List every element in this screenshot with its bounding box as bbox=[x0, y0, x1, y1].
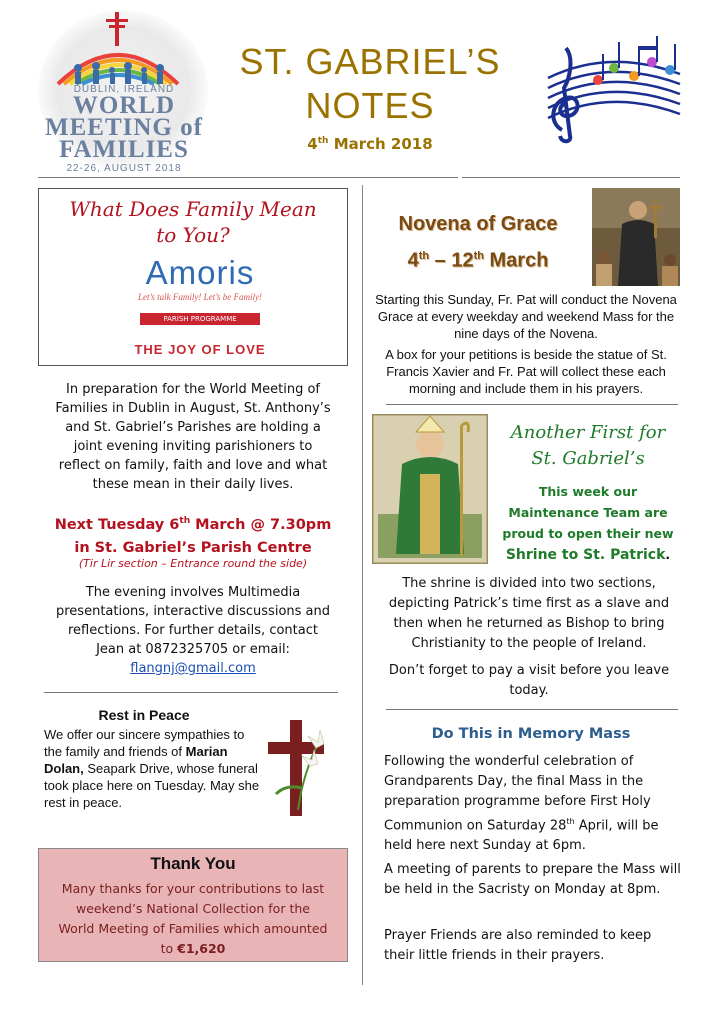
details-line: Jean at 0872325705 or email: bbox=[96, 642, 290, 657]
parish-programme-band: PARISH PROGRAMME bbox=[140, 313, 260, 325]
logo-line2: MEETING of bbox=[45, 114, 203, 141]
novena-end-suffix: th bbox=[473, 250, 484, 262]
family-question-line1: What Does Family Mean bbox=[69, 197, 317, 221]
left-divider bbox=[44, 692, 338, 693]
shrine-line2: Maintenance Team are bbox=[508, 505, 668, 520]
details-line: The evening involves Multimedia bbox=[85, 585, 301, 600]
event-time: March @ 7.30pm bbox=[190, 516, 332, 533]
intro-line: these mean in their daily lives. bbox=[92, 477, 294, 492]
shrine-line3: proud to open their new bbox=[502, 526, 674, 541]
rip-title: Rest in Peace bbox=[98, 707, 190, 723]
amoris-tagline: Let’s talk Family! Let’s be Family! bbox=[138, 292, 262, 302]
details-line: reflections. For further details, contact bbox=[68, 623, 318, 638]
shrine-line1: This week our bbox=[538, 484, 638, 499]
do-this-para1 bbox=[384, 752, 684, 856]
event-details bbox=[40, 583, 346, 678]
novena-title bbox=[368, 208, 588, 277]
shrine-para1: The shrine is divided into two sections, depicting Patrick’s time first as a slave and then when he returned as Bishop to bring Christianity to the people of Ireland. bbox=[388, 576, 670, 651]
thanks-title: Thank You bbox=[150, 854, 236, 873]
intro-line: and St. Gabriel’s Parishes are holding a bbox=[65, 420, 321, 435]
do-this-para2: A meeting of parents to prepare the Mass will be held in the Sacristy on Monday at 8pm. bbox=[384, 862, 681, 897]
event-note: (Tir Lir section – Entrance round the side) bbox=[78, 557, 308, 570]
novena-start-suffix: th bbox=[418, 250, 430, 262]
right-divider-2 bbox=[386, 709, 678, 710]
do-this-para3: Prayer Friends are also reminded to keep their little friends in their prayers. bbox=[384, 928, 652, 963]
music-notes-icon bbox=[540, 18, 685, 148]
collection-amount: €1,620 bbox=[177, 941, 226, 956]
event-heading bbox=[36, 510, 350, 560]
thanks-amount-line bbox=[44, 939, 342, 959]
event-line1 bbox=[36, 510, 350, 537]
shrine-announcement bbox=[490, 481, 686, 566]
details-line: presentations, interactive discussions and bbox=[56, 604, 330, 619]
issue-date bbox=[220, 135, 520, 153]
intro-line: joint evening inviting parishioners to bbox=[73, 439, 313, 454]
cross-lily-icon bbox=[262, 718, 328, 818]
novena-start: 4 bbox=[407, 249, 419, 272]
joy-of-love: THE JOY OF LOVE bbox=[134, 342, 266, 357]
rip-name: Marian Dolan, bbox=[44, 744, 228, 776]
date-rest: March 2018 bbox=[333, 135, 433, 153]
first-title-line2: St. Gabriel’s bbox=[531, 448, 645, 469]
shrine-line4 bbox=[490, 544, 686, 566]
wmof-logo-text bbox=[40, 84, 208, 174]
logo-line3: FAMILIES bbox=[59, 136, 189, 163]
date-suffix: th bbox=[317, 136, 329, 146]
family-question bbox=[40, 196, 346, 248]
para1-pre: Following the wonderful celebration of Grandparents Day, the final Mass in the preparation programme before First Holy Communion on Saturday 28 bbox=[384, 754, 651, 834]
first-title-line1: Another First for bbox=[510, 422, 666, 443]
event-date: Next Tuesday 6 bbox=[54, 516, 180, 533]
intro-line: In preparation for the World Meeting of bbox=[65, 382, 320, 397]
do-this-title: Do This in Memory Mass bbox=[431, 726, 631, 742]
novena-para1: Starting this Sunday, Fr. Pat will conduct the Novena Grace at every weekday and weekend Mass for the nine days of the Novena. bbox=[375, 292, 677, 341]
thanks-text bbox=[44, 879, 342, 959]
st-francis-xavier-image bbox=[592, 188, 680, 286]
thanks-line: World Meeting of Families which amounted bbox=[58, 921, 328, 936]
amount-pre: to bbox=[160, 941, 178, 956]
family-intro bbox=[40, 380, 346, 494]
date-day: 4 bbox=[307, 135, 318, 153]
novena-para2: A box for your petitions is beside the statue of St. Francis Xavier and Fr. Pat will collect these each morning and include them in his prayers. bbox=[385, 347, 667, 396]
right-divider bbox=[386, 404, 678, 405]
column-divider bbox=[362, 185, 363, 985]
rip-text-pre: We offer our sincere sympathies to the family and friends of bbox=[44, 727, 245, 759]
rip-text-post: Seapark Drive, whose funeral took place here on Tuesday. May she rest in peace. bbox=[44, 761, 260, 810]
page-title bbox=[220, 40, 520, 128]
shrine-para2: Don’t forget to pay a visit before you leave today. bbox=[388, 663, 670, 698]
st-patrick-image bbox=[372, 414, 488, 564]
amoris-logo: Amoris bbox=[145, 254, 255, 291]
novena-month: March bbox=[483, 249, 549, 272]
header-divider-right bbox=[462, 177, 680, 178]
novena-dates bbox=[368, 240, 588, 277]
family-question-line2: to You? bbox=[156, 223, 230, 247]
event-date-suffix: th bbox=[179, 516, 191, 526]
para1-sup: th bbox=[566, 817, 575, 826]
para1-post: April, will be held here next Sunday at 6pm. bbox=[384, 818, 659, 854]
thanks-line: weekend’s National Collection for the bbox=[76, 901, 310, 916]
rip-text bbox=[44, 726, 264, 811]
logo-city: DUBLIN, IRELAND bbox=[73, 84, 175, 95]
intro-line: Families in Dublin in August, St. Anthony’s bbox=[55, 401, 331, 416]
header-divider bbox=[38, 177, 458, 178]
thanks-line: Many thanks for your contributions to last bbox=[61, 881, 325, 896]
title-line2: NOTES bbox=[305, 85, 435, 126]
novena-end: – 12 bbox=[429, 249, 474, 272]
email-link[interactable]: flangnj@gmail.com bbox=[130, 661, 256, 676]
novena-title-line1: Novena of Grace bbox=[398, 213, 558, 235]
family-rainbow-icon bbox=[48, 36, 188, 86]
another-first-title bbox=[490, 420, 686, 472]
logo-dates: 22-26, AUGUST 2018 bbox=[66, 163, 182, 174]
event-location: in St. Gabriel’s Parish Centre bbox=[74, 539, 312, 556]
shrine-name: Shrine to St. Patrick bbox=[505, 547, 666, 563]
logo-line1: WORLD bbox=[72, 92, 176, 119]
title-line1: ST. GABRIEL’S bbox=[239, 41, 501, 82]
intro-line: reflect on family, faith and love and what bbox=[58, 458, 328, 473]
shrine-end: . bbox=[665, 547, 671, 562]
